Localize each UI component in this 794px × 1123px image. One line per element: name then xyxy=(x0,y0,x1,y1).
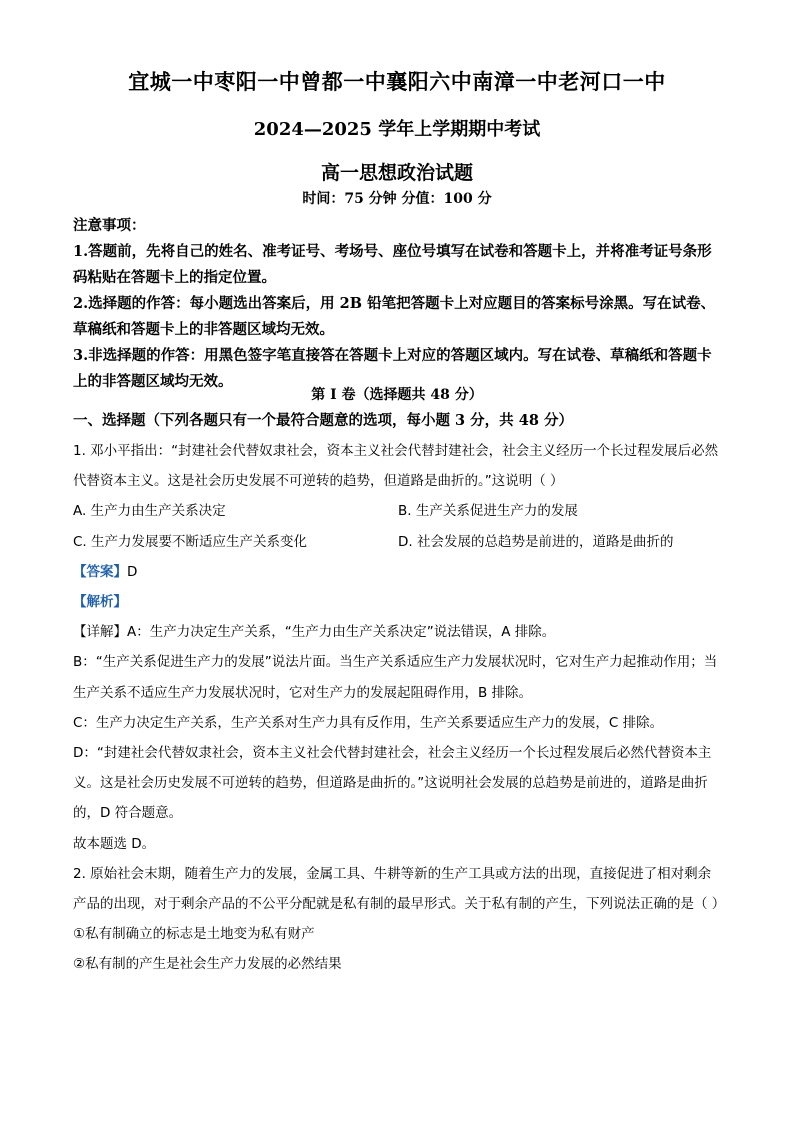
q1-detail-c: C：生产力决定生产关系，生产关系对生产力具有反作用，生产关系要适应生产力的发展，C 排除。 xyxy=(73,714,664,731)
notice-title: 注意事项： xyxy=(73,217,146,234)
q1-option-a: A. 生产力由生产关系决定 xyxy=(73,503,226,520)
exam-term: 2024—2025 学年上学期期中考试 xyxy=(253,119,541,140)
notice-item: 2.选择题的作答：每小题选出答案后，用 2B 铅笔把答题卡上对应题目的答案标号涂黑。写在试卷、草稿纸和答题卡上的非答题区域均无效。 xyxy=(73,295,716,338)
notice-item: 3.非选择题的作答：用黑色签字笔直接答在答题卡上对应的答题区域内。写在试卷、草稿纸和答题卡上的非答题区域均无效。 xyxy=(73,347,712,390)
q1-stem: 1. 邓小平指出：“封建社会代替奴隶社会，资本主义社会代替封建社会，社会主义经历一个长过程发展后必然代替资本主义。这是社会历史发展不可逆转的趋势，但道路是曲折的。”这说明（ ） xyxy=(73,443,719,490)
q1-option-b: B. 生产关系促进生产力的发展 xyxy=(398,503,578,520)
q1-detail-d: D：“封建社会代替奴隶社会，资本主义社会代替封建社会，社会主义经历一个长过程发展后必然代替资本主义。这是社会历史发展不可逆转的趋势，但道路是曲折的。”这说明社会发展的总趋势是前进的，道路是曲折的，D 符合题意。 xyxy=(73,745,712,822)
question-body xyxy=(73,436,726,980)
detail-a-text: A：生产力决定生产关系，“生产力由生产关系决定”说法错误，A 排除。 xyxy=(127,624,556,641)
q2-stem: 2. 原始社会末期，随着生产力的发展，金属工具、牛耕等新的生产工具或方法的出现，直接促进了相对剩余产品的出现，对于剩余产品的不公平分配就是私有制的最早形式。关于私有制的产生，下列说法正确的是（ ） xyxy=(73,865,726,913)
answer-value: D xyxy=(127,563,138,580)
q1-detail-a xyxy=(73,617,723,647)
q2-item-1: ①私有制确立的标志是土地变为私有财产 xyxy=(73,926,315,943)
answer-label: 【答案】 xyxy=(73,563,127,580)
q1-options-row2 xyxy=(73,527,723,557)
q1-answer xyxy=(73,557,723,587)
q1-option-d: D. 社会发展的总趋势是前进的，道路是曲折的 xyxy=(398,533,674,550)
notice-block xyxy=(73,213,723,395)
q1-option-c: C. 生产力发展要不断适应生产关系变化 xyxy=(73,533,308,550)
q1-analysis xyxy=(73,587,723,617)
notice-item: 1.答题前，先将自己的姓名、准考证号、考场号、座位号填写在试卷和答题卡上，并将准考证号条形码粘贴在答题卡上的指定位置。 xyxy=(73,243,712,286)
exam-subject: 高一思想政治试题 xyxy=(320,162,473,184)
time-score: 时间：75 分钟 分值：100 分 xyxy=(302,191,492,207)
school-names: 宜城一中枣阳一中曾都一中襄阳六中南漳一中老河口一中 xyxy=(128,69,666,94)
detail-label: 【详解】 xyxy=(73,624,127,641)
part-title: 第 I 卷（选择题共 48 分） xyxy=(311,387,483,403)
section-heading: 一、选择题（下列各题只有一个最符合题意的选项，每小题 3 分，共 48 分） xyxy=(73,412,573,429)
analysis-label: 【解析】 xyxy=(73,594,127,611)
q1-detail-b: B：“生产关系促进生产力的发展”说法片面。当生产关系适应生产力发展状况时，它对生产力起推动作用；当生产关系不适应生产力发展状况时，它对生产力的发展起阻碍作用，B 排除。 xyxy=(73,654,718,701)
q2-item-2: ②私有制的产生是社会生产力发展的必然结果 xyxy=(73,956,342,973)
q1-conclusion: 故本题选 D。 xyxy=(73,835,156,852)
q1-options-row1 xyxy=(73,496,723,526)
